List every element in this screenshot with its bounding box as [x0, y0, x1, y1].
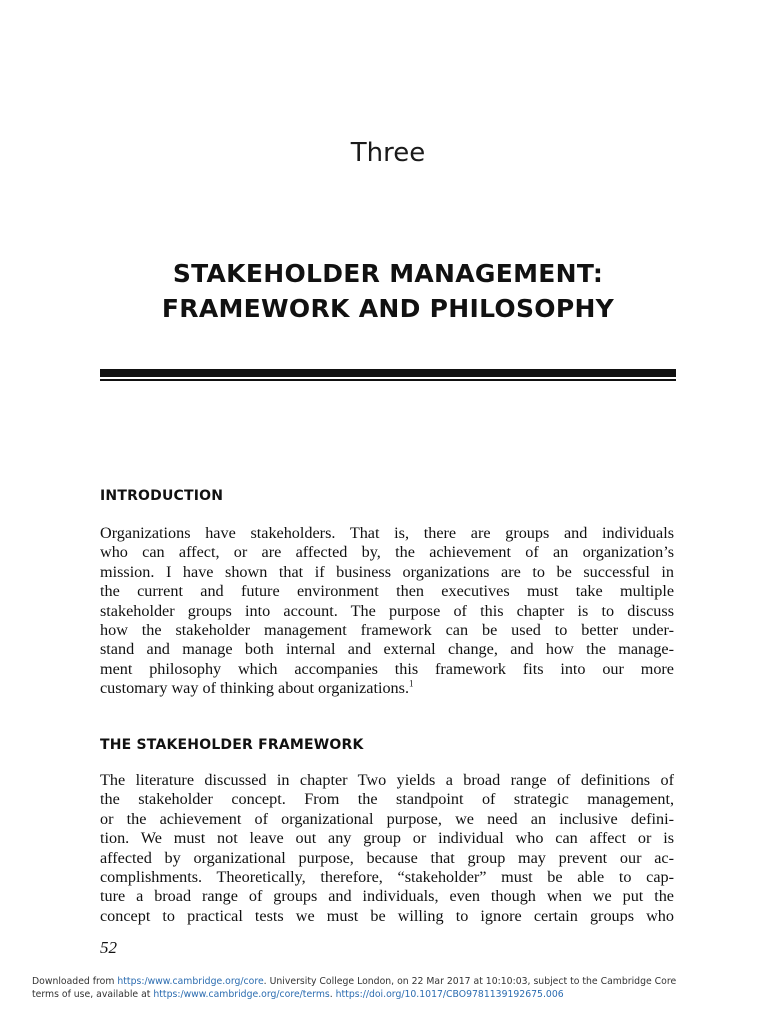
chapter-title-line-2: FRAMEWORK AND PHILOSOPHY — [161, 294, 615, 323]
text-line: complishments. Theoretically, therefore, “stakeholder” must be able to cap- — [100, 868, 674, 887]
text-line: or the achievement of organizational purpose, we need an inclusive defini- — [100, 809, 674, 828]
text-line-last — [100, 679, 674, 698]
footer-text: . — [329, 989, 336, 1000]
footer-text: terms of use, available at — [32, 989, 154, 1000]
title-rule-thin — [100, 379, 676, 381]
text-line-content: customary way of thinking about organizations. — [100, 679, 410, 698]
text-line: ment philosophy which accompanies this framework fits into our more — [100, 659, 674, 678]
text-line: affected by organizational purpose, because that group may prevent our ac- — [100, 848, 674, 867]
text-line: tion. We must not leave out any group or individual who can affect or is — [100, 829, 674, 848]
text-line: concept to practical tests we must be willing to ignore certain groups who — [100, 906, 674, 925]
text-line: stand and manage both internal and external change, and how the manage- — [100, 640, 674, 659]
text-line: The literature discussed in chapter Two yields a broad range of definitions of — [100, 771, 674, 789]
text-line: stakeholder groups into account. The purpose of this chapter is to discuss — [100, 601, 674, 620]
text-line: who can affect, or are affected by, the achievement of an organization’s — [100, 543, 674, 562]
section-heading-stakeholder-framework: THE STAKEHOLDER FRAMEWORK — [100, 737, 364, 753]
footer-text: . University College London, on 22 Mar 2017 at 10:10:03, subject to the Cambridge Core — [263, 976, 677, 987]
paragraph-introduction — [100, 524, 674, 699]
text-line: mission. I have shown that if business organizations are to be successful in — [100, 562, 674, 581]
terms-link[interactable]: https:/www.cambridge.org/core/terms — [153, 989, 330, 1000]
text-line: ture a broad range of groups and individuals, even though when we put the — [100, 887, 674, 906]
page-number: 52 — [100, 938, 117, 957]
text-line: the current and future environment then executives must take multiple — [100, 582, 674, 601]
chapter-title — [0, 256, 768, 326]
text-line: Organizations have stakeholders. That is, there are groups and individuals — [100, 524, 674, 542]
text-line: the stakeholder concept. From the standpoint of strategic management, — [100, 790, 674, 809]
footer-line-2 — [32, 988, 752, 1001]
text-line: how the stakeholder management framework can be used to better under- — [100, 621, 674, 640]
footnote-marker[interactable]: 1 — [409, 678, 414, 689]
title-rule-thick — [100, 369, 676, 377]
download-footer — [32, 975, 752, 1001]
chapter-title-line-1: STAKEHOLDER MANAGEMENT: — [172, 259, 604, 288]
footer-line-1 — [32, 975, 752, 988]
footer-text: Downloaded from — [32, 976, 118, 987]
paragraph-stakeholder-framework — [100, 771, 674, 926]
doi-link[interactable]: https://doi.org/10.1017/CBO9781139192675.006 — [335, 989, 564, 1000]
section-heading-introduction: INTRODUCTION — [100, 488, 224, 504]
cambridge-core-link[interactable]: https:/www.cambridge.org/core — [117, 976, 264, 987]
chapter-number: Three — [350, 138, 426, 168]
